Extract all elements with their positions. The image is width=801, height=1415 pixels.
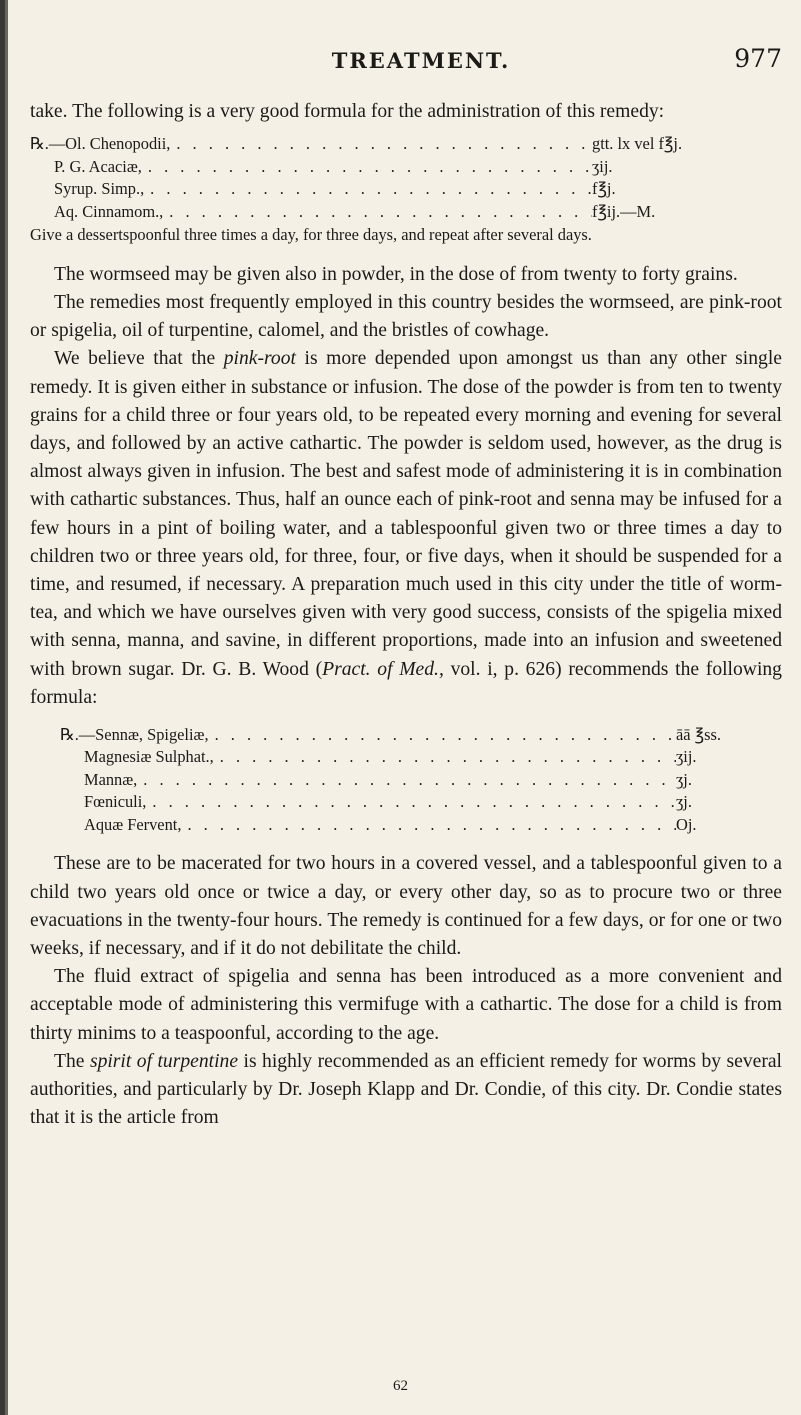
leader-dots	[163, 201, 592, 224]
formula-row	[60, 814, 750, 837]
paragraph-fluid-extract: The fluid extract of spigelia and senna has been introduced as a more convenient and acceptable mode of administering this vermifuge with a cathartic. The dose for a child is from thirty minims to a teaspoonful, according to the age.	[30, 966, 782, 1044]
formula-dose: Oj.	[676, 814, 697, 834]
text-run: is more depended upon amongst us than any other single remedy. It is given either in substance or infusion. The dose of the powder is from ten to twenty grains for a child three or four years old, to be repeated every morning and evening for several days, and followed by an active cathartic. The powder is seldom used, however, as the drug is almost always given in infusion. The best and safest mode of administering it is in combination with cathartic substances. Thus, half an ounce each of pink-root and senna may be infused for a few hours in a pint of boiling water, and a tablespoonful given two or three times a day to children two or three years old, for three, four, or five days, when it should be suspended for a time, and resumed, if necessary. A preparation much used in this city under the title of worm-tea, and which we have ourselves given with very good success, consists of the spigelia mixed with senna, manna, and savine, in different proportions, made into an infusion and sweetened with brown sugar. Dr. G. B. Wood (	[30, 348, 782, 680]
main-text	[30, 98, 782, 1132]
formula-ingredient: Aquæ Fervent,	[84, 814, 182, 834]
formula-ingredient: Mannæ,	[84, 769, 138, 789]
formula-worm-tea	[60, 724, 750, 837]
running-header	[60, 40, 782, 80]
emphasis-pink-root: pink-root	[223, 348, 296, 370]
formula-row	[30, 201, 782, 224]
paragraph-remedies: The remedies most frequently employed in this country besides the wormseed, are pink-root or spigelia, oil of turpentine, calomel, and the bristles of cowhage.	[30, 291, 782, 342]
formula-row	[60, 791, 750, 814]
running-title: TREATMENT.	[331, 48, 511, 73]
paragraph-pink-root	[30, 345, 782, 712]
formula-row	[30, 156, 782, 179]
citation-title: Pract. of Med.,	[322, 658, 444, 680]
leader-dots	[181, 814, 676, 837]
formula-ingredient: Syrup. Simp.,	[54, 179, 145, 199]
text-run: vol. i, p. 626) recommends the following formula:	[30, 658, 782, 708]
formula-dose: f℥ij.—M.	[592, 201, 656, 221]
paragraph-intro: take. The following is a very good formula for the administration of this remedy:	[30, 101, 665, 122]
formula-row	[60, 724, 750, 747]
formula-row	[60, 746, 750, 769]
formula-dose: ʒj.	[676, 769, 692, 789]
formula-dose: āā ℥ss.	[676, 724, 721, 744]
formula-dose: ʒij.	[592, 156, 613, 176]
leader-dots	[214, 746, 676, 769]
formula-row	[30, 133, 782, 156]
text-run: We believe that the	[54, 348, 216, 370]
leader-dots	[209, 724, 676, 747]
leader-dots	[144, 178, 592, 201]
paragraph-turpentine	[30, 1048, 782, 1133]
leader-dots	[170, 133, 592, 156]
formula-row	[30, 178, 782, 201]
formula-ingredient: Fœniculi,	[84, 792, 147, 812]
page-number: 977	[734, 44, 782, 73]
formula-dose: ʒij.	[676, 747, 697, 767]
formula-ingredient: Aq. Cinnamom.,	[54, 201, 164, 221]
leader-dots	[137, 769, 676, 792]
leader-dots	[146, 791, 676, 814]
formula-dose: ʒj.	[676, 792, 692, 812]
formula-dose: gtt. lx vel f℥j.	[592, 134, 683, 154]
formula-ingredient: ℞.—Sennæ, Spigeliæ,	[60, 724, 209, 744]
formula-ingredient: Magnesiæ Sulphat.,	[84, 747, 214, 767]
formula-row	[60, 769, 750, 792]
page-binding-shadow	[5, 0, 8, 1415]
signature-mark: 62	[393, 1378, 408, 1394]
paragraph-maceration: These are to be macerated for two hours in a covered vessel, and a tablespoonful given to a child two years old once or twice a day, or every other day, so as to procure two or three evacuations in the twenty-four hours. The remedy is continued for a few days, or for one or two weeks, if necessary, and if it do not debilitate the child.	[30, 853, 782, 960]
formula-wormseed	[30, 133, 782, 223]
leader-dots	[142, 156, 592, 179]
text-run: The	[54, 1050, 85, 1072]
formula-ingredient: ℞.—Ol. Chenopodii,	[30, 134, 171, 154]
formula-directions: Give a dessertspoonful three times a day, for three days, and repeat after several days.	[30, 225, 592, 245]
text-run: is highly recommended as an efficient remedy for worms by several authorities, and particularly by Dr. Joseph Klapp and Dr. Condie, of this city. Dr. Condie states that it is the article from	[30, 1050, 782, 1129]
emphasis-spirit-of-turpentine: spirit of turpentine	[89, 1050, 239, 1072]
paragraph-wormseed-powder: The wormseed may be given also in powder, in the dose of from twenty to forty grains.	[54, 263, 738, 285]
formula-dose: f℥j.	[592, 179, 616, 199]
formula-ingredient: P. G. Acaciæ,	[54, 156, 142, 176]
